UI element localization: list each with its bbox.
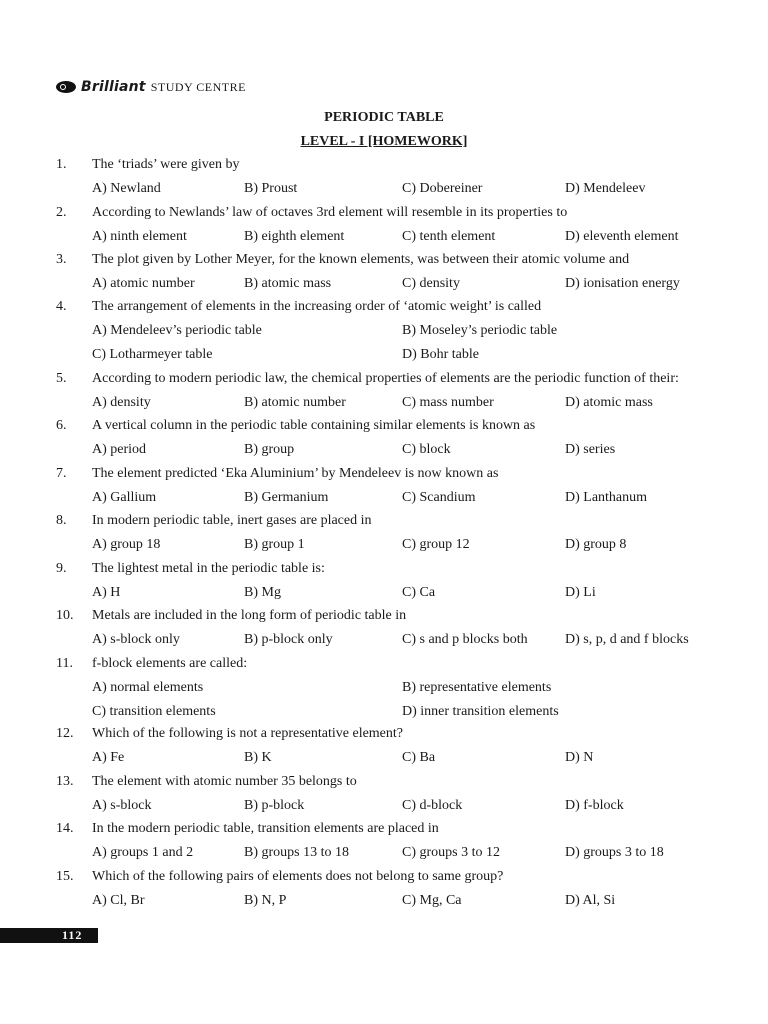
option-d: D) groups 3 to 18: [565, 845, 664, 860]
option-a: A) s-block: [92, 798, 152, 813]
question-text: Which of the following is not a representative element?: [92, 726, 404, 741]
option-a: A) density: [92, 395, 151, 410]
option-a: A) H: [92, 585, 121, 600]
option-b: B) group: [244, 442, 295, 457]
option-d: D) Lanthanum: [565, 490, 648, 505]
question-text: The ‘triads’ were given by: [92, 157, 240, 172]
option-c: C) Ba: [402, 750, 436, 765]
option-b: B) p-block only: [244, 632, 333, 647]
question-number: 12.: [56, 726, 74, 741]
option-c: C) density: [402, 276, 460, 291]
option-c: C) d-block: [402, 798, 463, 813]
option-c: C) group 12: [402, 537, 470, 552]
question-number: 7.: [56, 466, 67, 481]
option-a: A) atomic number: [92, 276, 195, 291]
option-c: C) groups 3 to 12: [402, 845, 500, 860]
question-text: f-block elements are called:: [92, 656, 248, 671]
option-d: D) eleventh element: [565, 229, 679, 244]
question-number: 13.: [56, 774, 74, 789]
question-number: 5.: [56, 371, 67, 386]
question-number: 4.: [56, 299, 67, 314]
option-c: C) Lotharmeyer table: [92, 347, 213, 362]
question-text: The lightest metal in the periodic table is:: [92, 561, 325, 576]
option-c: C) Mg, Ca: [402, 893, 462, 908]
option-b: B) group 1: [244, 537, 305, 552]
question-text: The arrangement of elements in the increasing order of ‘atomic weight’ is called: [92, 299, 542, 314]
option-b: B) atomic number: [244, 395, 346, 410]
option-c: C) block: [402, 442, 451, 457]
question-text: In the modern periodic table, transition elements are placed in: [92, 821, 439, 836]
option-c: C) Dobereiner: [402, 181, 483, 196]
option-a: A) period: [92, 442, 147, 457]
option-d: D) Mendeleev: [565, 181, 646, 196]
option-d: D) Bohr table: [402, 347, 479, 362]
option-d: D) series: [565, 442, 616, 457]
option-d: D) Al, Si: [565, 893, 616, 908]
option-d: D) s, p, d and f blocks: [565, 632, 689, 647]
question-text: In modern periodic table, inert gases are placed in: [92, 513, 372, 528]
page-number-bar: [0, 928, 98, 943]
option-a: A) Gallium: [92, 490, 157, 505]
question-text: The element predicted ‘Eka Aluminium’ by Mendeleev is now known as: [92, 466, 499, 481]
option-d: D) f-block: [565, 798, 624, 813]
option-b: B) Moseley’s periodic table: [402, 323, 558, 338]
option-d: D) Li: [565, 585, 596, 600]
question-number: 14.: [56, 821, 74, 836]
brand-logo: [56, 78, 246, 96]
option-b: B) eighth element: [244, 229, 345, 244]
question-number: 9.: [56, 561, 67, 576]
question-text: According to modern periodic law, the chemical properties of elements are the periodic function of their:: [92, 371, 679, 386]
option-b: B) Germanium: [244, 490, 329, 505]
page-subtitle: LEVEL - I [HOMEWORK]: [300, 134, 468, 149]
option-a: A) Mendeleev’s periodic table: [92, 323, 262, 338]
question-number: 8.: [56, 513, 67, 528]
option-b: B) Proust: [244, 181, 298, 196]
option-c: C) mass number: [402, 395, 494, 410]
option-b: B) atomic mass: [244, 276, 332, 291]
question-number: 11.: [56, 656, 73, 671]
question-text: The element with atomic number 35 belongs to: [92, 774, 357, 789]
option-a: A) normal elements: [92, 680, 204, 695]
question-text: The plot given by Lother Meyer, for the known elements, was between their atomic volume and: [92, 252, 630, 267]
page-title: PERIODIC TABLE: [324, 110, 444, 125]
question-number: 1.: [56, 157, 67, 172]
option-b: B) representative elements: [402, 680, 552, 695]
option-a: A) ninth element: [92, 229, 187, 244]
option-a: A) groups 1 and 2: [92, 845, 194, 860]
logo-icon: [56, 81, 76, 93]
option-c: C) Ca: [402, 585, 436, 600]
option-c: C) transition elements: [92, 704, 216, 719]
question-number: 3.: [56, 252, 67, 267]
option-b: B) Mg: [244, 585, 281, 600]
option-d: D) N: [565, 750, 594, 765]
option-c: C) s and p blocks both: [402, 632, 528, 647]
brand-subtitle: STUDY CENTRE: [150, 79, 246, 94]
question-number: 10.: [56, 608, 74, 623]
question-text: A vertical column in the periodic table containing similar elements is known as: [92, 418, 536, 433]
option-b: B) N, P: [244, 893, 287, 908]
question-number: 15.: [56, 869, 74, 884]
option-d: D) atomic mass: [565, 395, 653, 410]
option-a: A) group 18: [92, 537, 161, 552]
option-c: C) tenth element: [402, 229, 496, 244]
option-d: D) ionisation energy: [565, 276, 680, 291]
question-text: Which of the following pairs of elements does not belong to same group?: [92, 869, 504, 884]
option-b: B) p-block: [244, 798, 305, 813]
option-a: A) Cl, Br: [92, 893, 145, 908]
brand-name: Brilliant: [81, 79, 146, 95]
page-number: 112: [62, 928, 83, 942]
question-number: 2.: [56, 205, 67, 220]
option-d: D) inner transition elements: [402, 704, 559, 719]
option-c: C) Scandium: [402, 490, 476, 505]
option-a: A) Newland: [92, 181, 161, 196]
question-text: According to Newlands’ law of octaves 3rd element will resemble in its properties to: [92, 205, 568, 220]
option-b: B) K: [244, 750, 272, 765]
option-a: A) s-block only: [92, 632, 180, 647]
option-a: A) Fe: [92, 750, 125, 765]
question-number: 6.: [56, 418, 67, 433]
question-text: Metals are included in the long form of periodic table in: [92, 608, 407, 623]
option-d: D) group 8: [565, 537, 627, 552]
option-b: B) groups 13 to 18: [244, 845, 349, 860]
